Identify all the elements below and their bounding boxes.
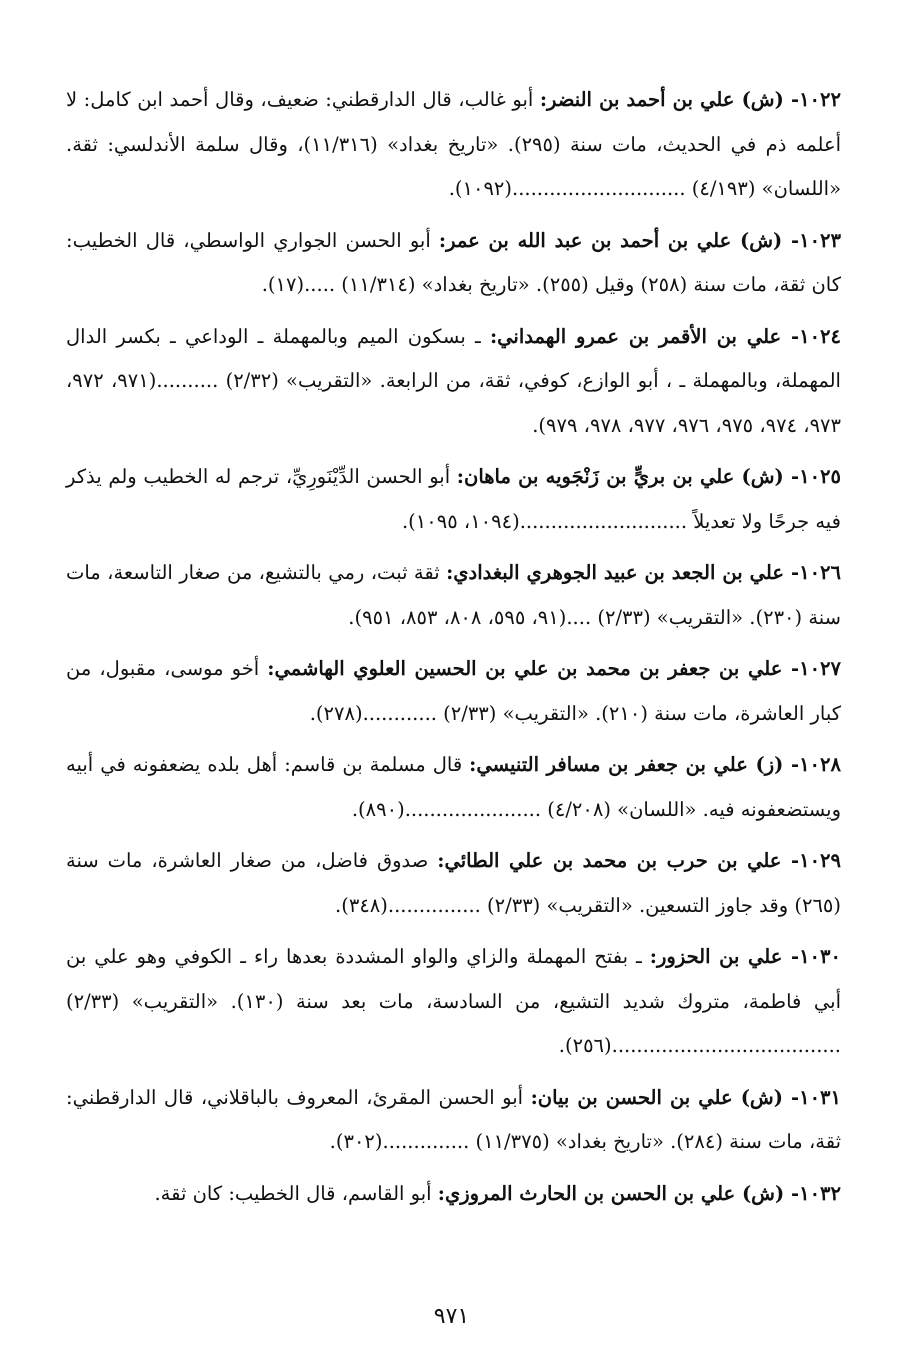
entry-1030	[66, 935, 841, 1069]
entry-refs: (٨٩٠).	[351, 797, 405, 821]
entry-refs: (٣٤٨).	[335, 893, 388, 917]
entry-text: أبو الحسن الجواري الواسطي، قال الخطيب: كان ثقة، مات سنة (٢٥٨) وقيل (٢٥٥). «تاريخ بغداد» (١١/٣١٤)	[66, 228, 841, 296]
entry-refs: (٢٧٨).	[309, 701, 363, 725]
entry-dots: ............................	[512, 177, 686, 200]
entry-name: علي بن الأقمر بن عمرو الهمداني:	[489, 324, 791, 348]
entry-text: قال مسلمة بن قاسم: أهل بلده يضعفونه في أبيه ويستضعفونه فيه. «اللسان» (٤/٢٠٨)	[66, 753, 841, 821]
entry-text: أبو الحسن المقرئ، المعروف بالباقلاني، قال الدارقطني: ثقة، مات سنة (٢٨٤). «تاريخ بغداد» (١١/٣٧٥)	[66, 1085, 841, 1153]
entry-refs: (١٠٩٢).	[448, 177, 513, 200]
entry-number: ١٠٢٦-	[791, 561, 841, 584]
entry-name: علي بن أحمد بن النضر:	[539, 88, 742, 111]
entry-number: ١٠٢٥-	[791, 465, 841, 488]
entry-dots: ...............	[387, 893, 481, 917]
entry-refs: (٣٠٢).	[329, 1130, 383, 1153]
entry-prefix: (ز)	[755, 753, 791, 776]
entry-number: ١٠٢٣-	[791, 228, 842, 252]
entry-name: علي بن الحزور:	[649, 945, 791, 968]
entry-number: ١٠٣٠-	[790, 945, 841, 968]
entry-refs: (١٠٩٤، ١٠٩٥).	[401, 509, 520, 533]
entry-name: علي بن حرب بن محمد بن علي الطائي:	[437, 849, 791, 872]
entry-name: علي بن الجعد بن عبيد الجوهري البغدادي:	[446, 561, 791, 584]
entry-number: ١٠٣٢-	[791, 1181, 841, 1205]
entry-number: ١٠٢٨-	[790, 753, 841, 776]
entry-1027	[66, 647, 841, 736]
entry-1022	[66, 78, 841, 212]
entry-refs: (١٧).	[261, 273, 305, 296]
entry-refs: (٢٥٦).	[558, 1034, 612, 1057]
entry-dots: ..........	[156, 369, 219, 392]
entry-dots: ......................	[404, 797, 542, 821]
entry-1024	[66, 315, 841, 449]
entry-text: ـ بسكون الميم وبالمهملة ـ الوداعي ـ بكسر الدال المهملة، وبالمهملة ـ ، أبو الوازع، كوفي، ثقة، من الرابعة. «التقريب» (٢/٣٢)	[66, 324, 841, 392]
entry-number: ١٠٣١-	[791, 1085, 841, 1109]
entry-number: ١٠٢٧-	[791, 657, 841, 680]
entry-text: ـ بفتح المهملة والزاي والواو المشددة بعدها راء ـ الكوفي وهو علي بن أبي فاطمة، متروك شديد التشيع، من السادسة، مات بعد سنة (١٣٠). «التقريب» (٢/٣٣)	[66, 945, 841, 1013]
entry-prefix: (ش)	[740, 228, 792, 252]
entry-dots: .....................................	[611, 1034, 841, 1057]
entry-prefix: (ش)	[741, 1181, 791, 1205]
entry-refs: (٩١، ٥٩٥، ٨٠٨، ٨٥٣، ٩٥١).	[348, 605, 567, 629]
entry-number: ١٠٢٢-	[790, 88, 841, 111]
entry-number: ١٠٢٩-	[791, 849, 841, 872]
entry-refs: (٩٧١، ٩٧٢، ٩٧٣، ٩٧٤، ٩٧٥، ٩٧٦، ٩٧٧، ٩٧٨، ٩٧٩).	[66, 369, 841, 437]
entry-dots: ..............	[382, 1130, 470, 1153]
entry-name: علي بن بريٍّ بن زَنْجَويه بن ماهان:	[456, 465, 742, 488]
entry-1023	[66, 219, 841, 308]
entry-text: أبو القاسم، قال الخطيب: كان ثقة.	[154, 1181, 438, 1205]
entry-name: علي بن الحسن بن الحارث المروزي:	[437, 1181, 742, 1205]
entry-1028	[66, 743, 841, 832]
entry-dots: ....	[566, 605, 592, 629]
entry-1026	[66, 551, 841, 640]
entry-dots: .....	[304, 273, 336, 296]
entry-name: علي بن جعفر بن محمد بن علي بن الحسين العلوي الهاشمي:	[267, 657, 791, 680]
entry-text: ثقة ثبت، رمي بالتشيع، من صغار التاسعة، مات سنة (٢٣٠). «التقريب» (٢/٣٣)	[66, 561, 841, 629]
entry-1025	[66, 455, 841, 544]
entry-1032	[66, 1172, 841, 1217]
page-number: ٩٧١	[433, 1304, 470, 1329]
entry-number: ١٠٢٤-	[791, 324, 841, 348]
entry-1029	[66, 839, 841, 928]
entry-prefix: (ش)	[740, 1085, 791, 1109]
biography-entries	[66, 78, 841, 1216]
entry-name: علي بن جعفر بن مسافر التنيسي:	[469, 753, 756, 776]
entry-prefix: (ش)	[741, 88, 791, 111]
entry-dots: ...........................	[519, 509, 688, 533]
entry-text: أخو موسى، مقبول، من كبار العاشرة، مات سنة (٢١٠). «التقريب» (٢/٣٣)	[66, 657, 841, 725]
entry-text: أبو غالب، قال الدارقطني: ضعيف، وقال أحمد ابن كامل: لا أعلمه ذم في الحديث، مات سنة (٢٩٥). «تاريخ بغداد» (١١/٣١٦)، وقال سلمة الأندلسي: ثقة. «اللسان» (٤/١٩٣)	[66, 88, 842, 200]
entry-prefix: (ش)	[741, 465, 791, 488]
entry-name: علي بن أحمد بن عبد الله بن عمر:	[438, 228, 740, 252]
entry-1031	[66, 1076, 841, 1165]
entry-text: أبو الحسن الدِّيْنَورِيِّ، ترجم له الخطيب ولم يذكر فيه جرحًا ولا تعديلاً	[66, 465, 841, 533]
entry-name: علي بن الحسن بن بيان:	[530, 1085, 741, 1109]
entry-text: صدوق فاضل، من صغار العاشرة، مات سنة (٢٦٥) وقد جاوز التسعين. «التقريب» (٢/٣٣)	[66, 849, 841, 917]
entry-dots: ............	[362, 701, 437, 725]
